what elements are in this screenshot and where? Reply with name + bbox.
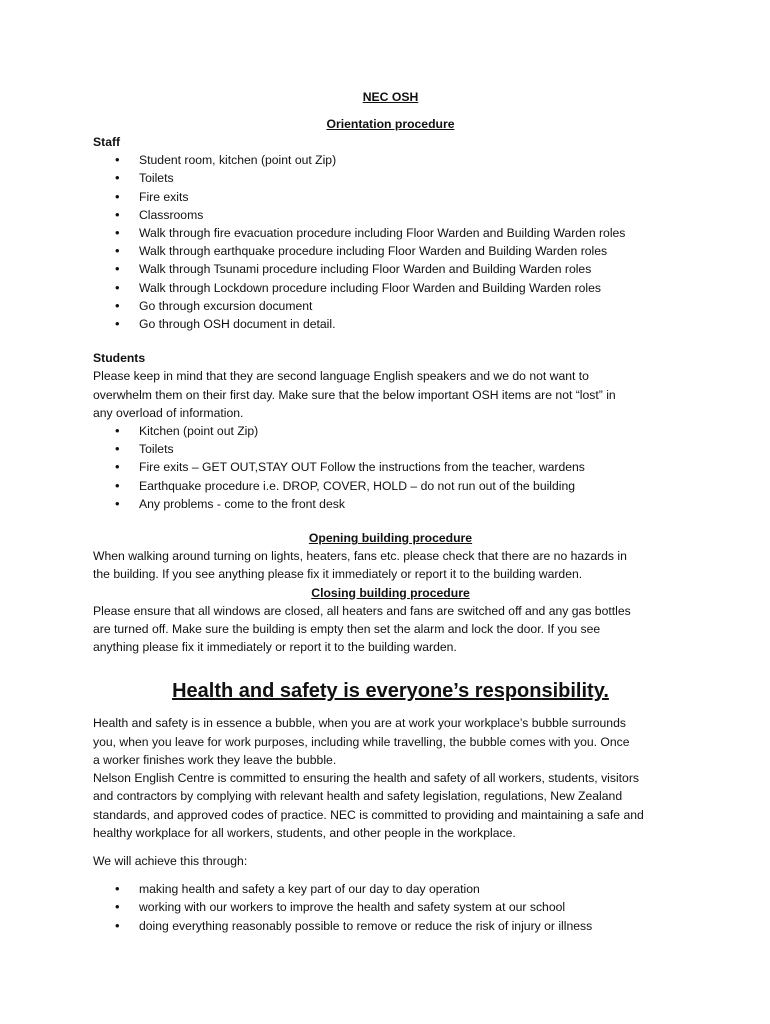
list-item: • Toilets bbox=[93, 440, 688, 458]
health-line: you, when you leave for work purposes, including while travelling, the bubble comes with you. Once bbox=[93, 734, 630, 749]
health-paragraph-2 bbox=[93, 769, 688, 842]
list-item: • Walk through Lockdown procedure including Floor Warden and Building Warden roles bbox=[93, 279, 688, 297]
closing-line: anything please fix it immediately or report it to the building warden. bbox=[93, 640, 457, 655]
health-line: healthy workplace for all workers, students, and other people in the workplace. bbox=[93, 825, 516, 840]
staff-heading: Staff bbox=[93, 135, 121, 149]
list-item: • working with our workers to improve the health and safety system at our school bbox=[93, 898, 688, 916]
achieve-intro: We will achieve this through: bbox=[93, 853, 248, 868]
opening-line: When walking around turning on lights, heaters, fans etc. please check that there are no hazards in bbox=[93, 549, 627, 564]
opening-heading: Opening building procedure bbox=[308, 531, 473, 546]
health-line: a worker finishes work they leave the bubble. bbox=[93, 752, 337, 767]
students-list bbox=[93, 422, 688, 513]
health-line: and contractors by complying with relevant health and safety legislation, regulations, New Zealand bbox=[93, 789, 623, 804]
document-subtitle: Orientation procedure bbox=[326, 117, 455, 131]
list-item: • Go through excursion document bbox=[93, 297, 688, 315]
list-item: • Student room, kitchen (point out Zip) bbox=[93, 151, 688, 169]
students-intro-line: Please keep in mind that they are second language English speakers and we do not want to bbox=[93, 369, 589, 384]
health-line: standards, and approved codes of practice. NEC is committed to providing and maintaining a safe and bbox=[93, 807, 644, 822]
list-item: • Classrooms bbox=[93, 206, 688, 224]
staff-list bbox=[93, 151, 688, 333]
achieve-list bbox=[93, 880, 688, 935]
list-item: • Toilets bbox=[93, 169, 688, 187]
document-page bbox=[93, 88, 688, 935]
students-intro-line: overwhelm them on their first day. Make sure that the below important OSH items are not “lost” in bbox=[93, 387, 616, 402]
health-heading: Health and safety is everyone’s responsibility. bbox=[172, 680, 609, 703]
list-item: • Kitchen (point out Zip) bbox=[93, 422, 688, 440]
list-item: • Walk through earthquake procedure including Floor Warden and Building Warden roles bbox=[93, 242, 688, 260]
list-item: • Any problems - come to the front desk bbox=[93, 495, 688, 513]
list-item: • doing everything reasonably possible to remove or reduce the risk of injury or illness bbox=[93, 917, 688, 935]
opening-line: the building. If you see anything please fix it immediately or report it to the building warden. bbox=[93, 567, 583, 582]
closing-line: are turned off. Make sure the building is empty then set the alarm and lock the door. If you see bbox=[93, 622, 601, 637]
list-item: • Walk through Tsunami procedure including Floor Warden and Building Warden roles bbox=[93, 260, 688, 278]
list-item: • Fire exits bbox=[93, 188, 688, 206]
list-item: • making health and safety a key part of our day to day operation bbox=[93, 880, 688, 898]
closing-heading: Closing building procedure bbox=[311, 585, 470, 600]
list-item: • Go through OSH document in detail. bbox=[93, 315, 688, 333]
health-line: Health and safety is in essence a bubble, when you are at work your workplace’s bubble surrounds bbox=[93, 716, 626, 731]
list-item: • Walk through fire evacuation procedure including Floor Warden and Building Warden roles bbox=[93, 224, 688, 242]
students-intro-line: any overload of information. bbox=[93, 405, 244, 420]
closing-line: Please ensure that all windows are closed, all heaters and fans are switched off and any gas bottles bbox=[93, 603, 631, 618]
health-paragraph-1 bbox=[93, 714, 688, 769]
health-line: Nelson English Centre is committed to ensuring the health and safety of all workers, students, visitors bbox=[93, 771, 639, 786]
list-item: • Fire exits – GET OUT,STAY OUT Follow the instructions from the teacher, wardens bbox=[93, 458, 688, 476]
students-heading: Students bbox=[93, 351, 146, 366]
document-title: NEC OSH bbox=[362, 90, 419, 104]
list-item: • Earthquake procedure i.e. DROP, COVER, HOLD – do not run out of the building bbox=[93, 477, 688, 495]
